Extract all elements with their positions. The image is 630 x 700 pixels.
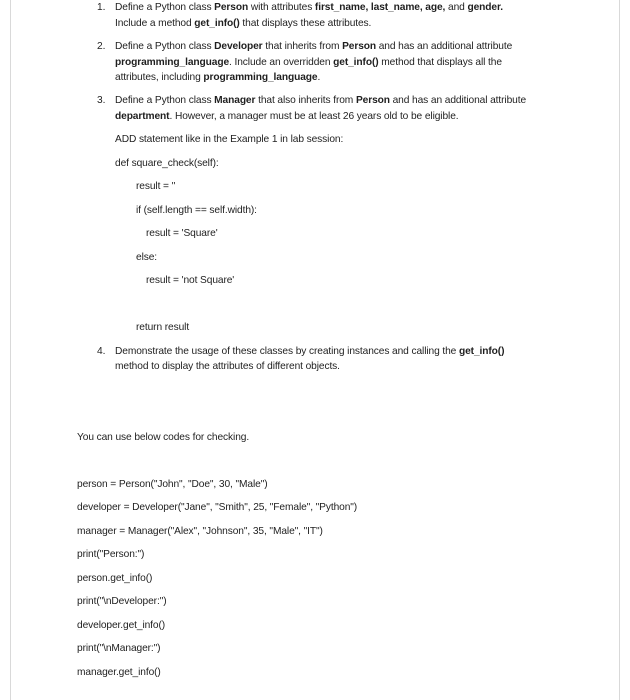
checking-code-line: print("Person:") [77,549,145,560]
task-2-number: 2. [97,41,106,52]
task-3-line-1: Define a Python class Manager that also inherits from Person and has an additional attribute [115,95,527,106]
example-def-line: def square_check(self): [115,158,219,169]
bold-term: Developer [214,41,263,52]
checking-intro: You can use below codes for checking. [77,432,250,443]
checking-code-line: manager.get_info() [77,667,161,678]
task-4-number: 4. [97,346,106,357]
bold-term: first_name, last_name, age, [314,2,446,13]
bold-term: department [115,111,170,122]
task-4-line-1: Demonstrate the usage of these classes by creating instances and calling the get_info() [115,346,505,357]
task-1-line-2: Include a method get_info() that displays these attributes. [115,18,372,29]
task-4-line-2: method to display the attributes of different objects. [115,361,340,372]
task-2-line-1: Define a Python class Developer that inherits from Person and has an additional attribute [115,41,513,52]
task-1-line-1: Define a Python class Person with attributes first_name, last_name, age, and gender. [115,2,504,13]
task-1-number: 1. [97,2,106,13]
checking-code-line: developer = Developer("Jane", "Smith", 25, "Female", "Python") [77,502,358,513]
bold-term: Person [342,41,377,52]
example-intro: ADD statement like in the Example 1 in lab session: [115,134,344,145]
bold-term: get_info() [458,346,505,357]
task-3-number: 3. [97,95,106,106]
checking-code-line: manager = Manager("Alex", "Johnson", 35, "Male", "IT") [77,526,323,537]
bold-term: Person [214,2,249,13]
example-if-line: if (self.length == self.width): [136,205,257,216]
page-edge-left [10,0,11,700]
task-2-line-2: programming_language. Include an overridden get_info() method that displays all the [115,57,502,68]
checking-code-line: developer.get_info() [77,620,166,631]
bold-term: gender. [467,2,504,13]
bold-term: programming_language [115,57,230,68]
example-result-init: result = '' [136,181,176,192]
checking-code-line: person.get_info() [77,573,153,584]
checking-code-line: print("\nDeveloper:") [77,596,167,607]
bold-term: get_info() [194,18,240,29]
example-else-line: else: [136,252,158,263]
page-edge-right [619,0,620,700]
task-2-line-3: attributes, including programming_language. [115,72,321,83]
bold-term: Manager [214,95,256,106]
example-result-square: result = 'Square' [146,228,218,239]
checking-code-line: print("\nManager:") [77,643,161,654]
bold-term: Person [355,95,390,106]
example-return-line: return result [136,322,190,333]
bold-term: get_info() [333,57,379,68]
example-result-not: result = 'not Square' [146,275,235,286]
bold-term: programming_language [203,72,318,83]
checking-code-line: person = Person("John", "Doe", 30, "Male") [77,479,268,490]
task-3-line-2: department. However, a manager must be at least 26 years old to be eligible. [115,111,459,122]
